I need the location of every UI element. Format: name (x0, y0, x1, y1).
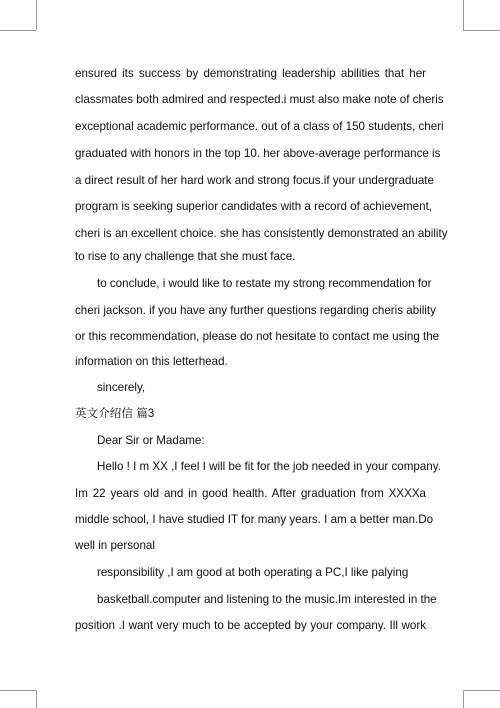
crop-mark-top-right (463, 0, 464, 30)
body-line: middle school, I have studied IT for many years. I am a better man.Do (75, 513, 434, 526)
body-line: to conclude, i would like to restate my strong recommendation for (97, 277, 432, 290)
crop-mark-bottom-right (463, 690, 464, 708)
body-line: program is seeking superior candidates with a record of achievement, (75, 200, 433, 213)
body-line: or this recommendation, please do not hesitate to contact me using the (75, 330, 440, 343)
body-line: well in personal (75, 539, 155, 552)
closing-line: sincerely, (97, 381, 146, 394)
crop-mark-top-left (36, 0, 37, 30)
body-line: cheri jackson. if you have any further questions regarding cheris ability (75, 304, 436, 317)
body-line: basketball.computer and listening to the music.Im interested in the (97, 593, 437, 606)
body-line: cheri is an excellent choice. she has consistently demonstrated an ability (75, 227, 448, 240)
body-line: graduated with honors in the top 10. her above-average performance is (75, 147, 441, 160)
crop-mark-bottom-left (36, 690, 37, 708)
body-line: information on this letterhead. (75, 355, 228, 368)
body-line: a direct result of her hard work and strong focus.if your undergraduate (75, 174, 434, 187)
body-line: to rise to any challenge that she must face. (75, 250, 296, 263)
crop-mark-top-left-h (0, 30, 36, 31)
crop-mark-bottom-right-h (463, 690, 500, 691)
crop-mark-bottom-left-h (0, 690, 36, 691)
body-line: responsibility ,I am good at both operating a PC,I like palying (97, 566, 409, 579)
body-line: Im 22 years old and in good health. After graduation from XXXXa (75, 487, 426, 500)
body-line: Hello ! I m XX ,I feel I will be fit for the job needed in your company. (97, 460, 441, 473)
body-line: position .I want very much to be accepted by your company. Ill work (75, 619, 426, 632)
body-line: ensured its success by demonstrating leadership abilities that her (75, 67, 426, 80)
body-line: classmates both admired and respected.i must also make note of cheris (75, 93, 444, 106)
crop-mark-top-right-h (463, 30, 500, 31)
section-heading: 英文介绍信 篇3 (75, 407, 155, 420)
salutation: Dear Sir or Madame: (97, 434, 205, 447)
body-line: exceptional academic performance. out of a class of 150 students, cheri (75, 120, 444, 133)
